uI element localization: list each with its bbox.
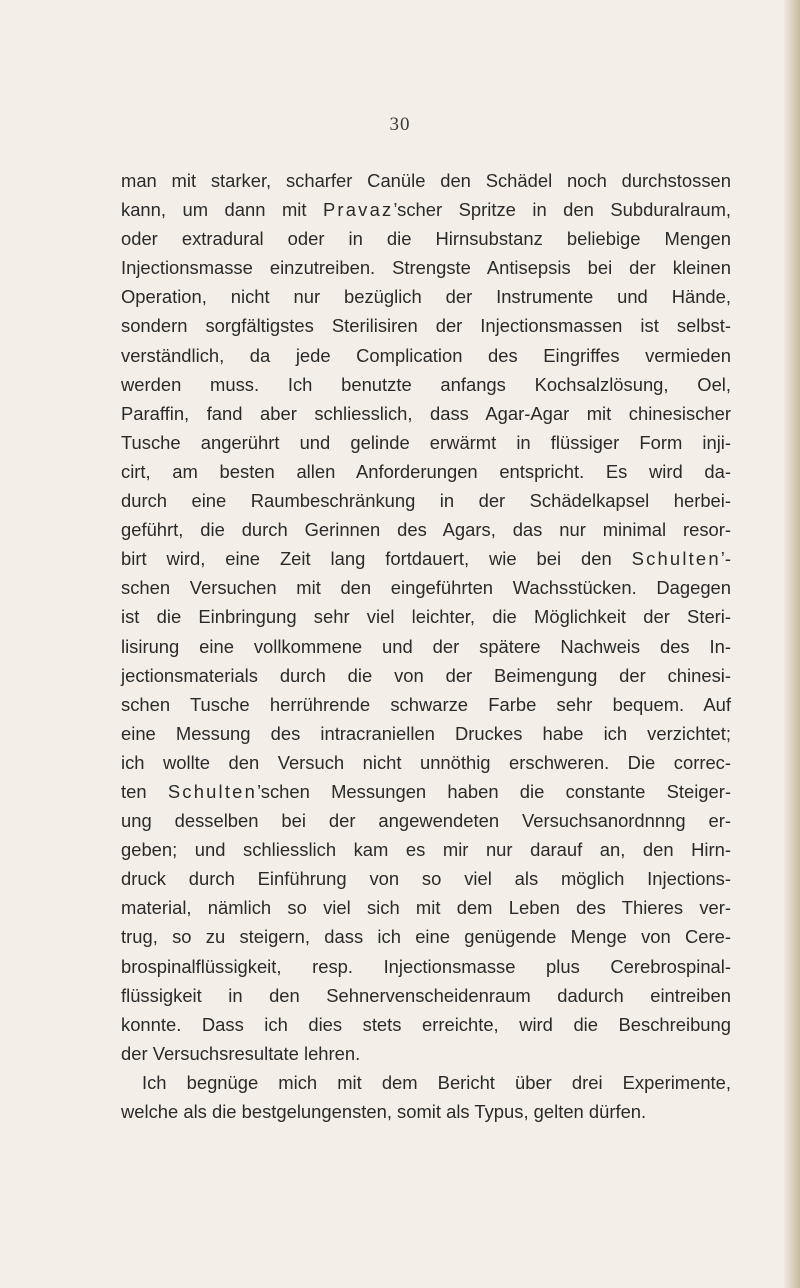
text-line xyxy=(121,922,731,951)
text-line xyxy=(121,748,731,777)
text-line xyxy=(121,893,731,922)
text-segment: sondern sorgfältigstes Sterilisiren der Injectionsmassen ist selbst- xyxy=(121,315,731,337)
text-segment: druck durch Einführung von so viel als möglich Injections- xyxy=(121,868,731,890)
text-segment: Operation, nicht nur bezüglich der Instrumente und Hände, xyxy=(121,286,731,308)
text-line xyxy=(121,864,731,893)
text-segment: schen Tusche herrührende schwarze Farbe sehr bequem. Auf xyxy=(121,693,731,715)
text-line xyxy=(121,1039,731,1068)
text-segment: konnte. Dass ich dies stets erreichte, wird die Beschreibung xyxy=(121,1013,731,1035)
text-segment: geben; und schliesslich kam es mir nur darauf an, den Hirn- xyxy=(121,839,731,861)
text-segment: werden muss. Ich benutzte anfangs Kochsalzlösung, Oel, xyxy=(121,373,731,395)
page-edge-shadow xyxy=(784,0,800,1288)
text-line xyxy=(121,282,731,311)
text-line xyxy=(121,952,731,981)
text-line xyxy=(121,632,731,661)
text-line xyxy=(121,1010,731,1039)
text-segment: flüssigkeit in den Sehnervenscheidenraum dadurch eintreiben xyxy=(121,984,731,1006)
text-segment: trug, so zu steigern, dass ich eine genügende Menge von Cere- xyxy=(121,926,731,948)
text-segment: cirt, am besten allen Anforderungen entspricht. Es wird da- xyxy=(121,460,731,482)
text-segment: ’- xyxy=(720,548,731,570)
text-segment: material, nämlich so viel sich mit dem Leben des Thieres ver- xyxy=(121,897,731,919)
text-segment: man mit starker, scharfer Canüle den Schädel noch durchstossen xyxy=(121,170,731,191)
text-line xyxy=(121,486,731,515)
text-segment: der Versuchsresultate lehren. xyxy=(121,1042,361,1064)
text-line xyxy=(121,981,731,1010)
text-segment: oder extradural oder in die Hirnsubstanz beliebige Mengen xyxy=(121,228,731,250)
text-segment: welche als die bestgelungensten, somit als Typus, gelten dürfen. xyxy=(121,1101,647,1122)
text-line xyxy=(121,341,731,370)
spaced-name: Schulten xyxy=(631,548,721,570)
text-segment: kann, um dann mit xyxy=(121,199,323,221)
text-line xyxy=(121,311,731,340)
text-line xyxy=(121,515,731,544)
text-segment: jectionsmaterials durch die von der Beimengung der chinesi- xyxy=(121,664,731,686)
text-line xyxy=(121,370,731,399)
text-line xyxy=(121,166,731,195)
text-segment: eine Messung des intracraniellen Druckes habe ich verzichtet; xyxy=(121,722,731,744)
text-line xyxy=(121,544,731,573)
spaced-name: Schulten xyxy=(167,780,257,802)
text-line xyxy=(121,690,731,719)
text-segment: verständlich, da jede Complication des Eingriffes vermieden xyxy=(121,344,731,366)
text-segment: ung desselben bei der angewendeten Versuchsanordnnng er- xyxy=(121,810,731,832)
text-line xyxy=(121,457,731,486)
body-text xyxy=(121,166,731,1126)
text-line xyxy=(121,399,731,428)
text-segment: ist die Einbringung sehr viel leichter, die Möglichkeit der Steri- xyxy=(121,606,731,628)
text-segment: brospinalflüssigkeit, resp. Injectionsmasse plus Cerebrospinal- xyxy=(121,955,731,977)
text-segment: durch eine Raumbeschränkung in der Schädelkapsel herbei- xyxy=(121,490,731,512)
text-line xyxy=(121,835,731,864)
text-line xyxy=(121,661,731,690)
text-segment: Paraffin, fand aber schliesslich, dass Agar-Agar mit chinesischer xyxy=(121,402,731,424)
text-line xyxy=(121,1068,731,1097)
text-segment: ’schen Messungen haben die constante Steiger- xyxy=(257,780,731,802)
text-line xyxy=(121,806,731,835)
text-segment: ich wollte den Versuch nicht unnöthig erschweren. Die correc- xyxy=(121,751,731,773)
text-segment: birt wird, eine Zeit lang fortdauert, wie bei den xyxy=(121,548,632,570)
page-number: 30 xyxy=(389,114,411,135)
text-line xyxy=(121,602,731,631)
text-line xyxy=(121,573,731,602)
paragraph xyxy=(121,1068,731,1126)
text-segment: schen Versuchen mit den eingeführten Wachsstücken. Dagegen xyxy=(121,577,731,599)
text-line xyxy=(121,253,731,282)
text-line xyxy=(121,1097,731,1126)
paragraph xyxy=(121,166,731,1068)
spaced-name: Pravaz xyxy=(322,199,394,221)
text-segment: ’scher Spritze in den Subduralraum, xyxy=(393,199,731,221)
text-segment: geführt, die durch Gerinnen des Agars, das nur minimal resor- xyxy=(121,519,731,541)
text-line xyxy=(121,719,731,748)
text-line xyxy=(121,777,731,806)
text-line xyxy=(121,195,731,224)
text-segment: lisirung eine vollkommene und der spätere Nachweis des In- xyxy=(121,635,731,657)
text-segment: ten xyxy=(121,780,168,802)
text-segment: Ich begnüge mich mit dem Bericht über drei Experimente, xyxy=(142,1071,731,1093)
text-line xyxy=(121,224,731,253)
text-segment: Injectionsmasse einzutreiben. Strengste Antisepsis bei der kleinen xyxy=(121,257,731,279)
text-line xyxy=(121,428,731,457)
text-segment: Tusche angerührt und gelinde erwärmt in flüssiger Form inji- xyxy=(121,431,731,453)
